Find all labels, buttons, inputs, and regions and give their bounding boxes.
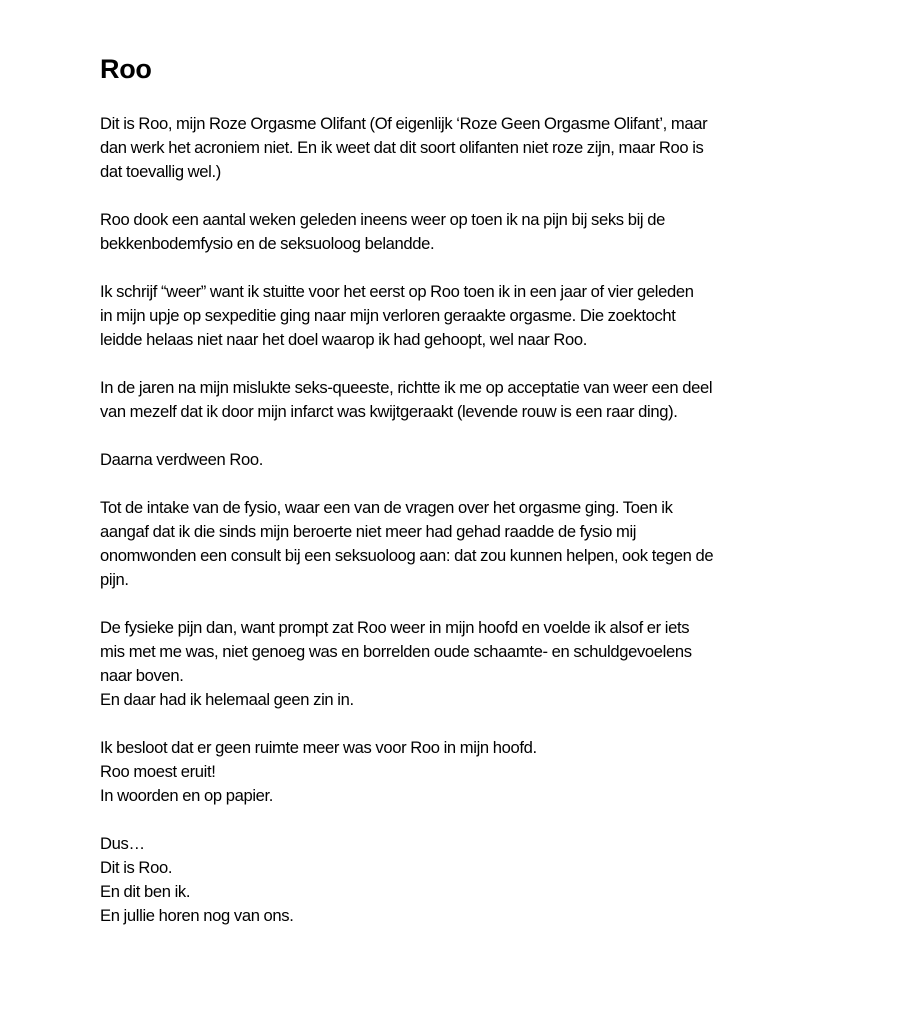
text-line: leidde helaas niet naar het doel waarop ik had gehoopt, wel naar Roo. [100,330,588,349]
text-line: Dus… [100,834,145,853]
paragraph-intro [100,112,820,184]
text-line: aangaf dat ik die sinds mijn beroerte niet meer had gehad raadde de fysio mij [100,522,637,541]
text-line: Ik besloot dat er geen ruimte meer was voor Roo in mijn hoofd. [100,738,537,757]
document-page [100,52,820,952]
text-line: Tot de intake van de fysio, waar een van de vragen over het orgasme ging. Toen ik [100,498,673,517]
text-line: dat toevallig wel.) [100,162,221,181]
paragraph-closing [100,832,820,928]
paragraph-disappeared [100,448,820,472]
text-line: pijn. [100,570,129,589]
text-line: Dit is Roo, mijn Roze Orgasme Olifant (Of eigenlijk ‘Roze Geen Orgasme Olifant’, maar [100,114,708,133]
document-title: Roo [100,54,152,84]
text-line: van mezelf dat ik door mijn infarct was kwijtgeraakt (levende rouw is een raar ding). [100,402,678,421]
paragraph-acceptance [100,376,820,424]
text-line: En daar had ik helemaal geen zin in. [100,690,354,709]
text-line: En dit ben ik. [100,882,191,901]
text-line: Daarna verdween Roo. [100,450,264,469]
text-line: Roo moest eruit! [100,762,216,781]
text-line: mis met me was, niet genoeg was en borrelden oude schaamte- en schuldgevoelens [100,642,692,661]
text-line: dan werk het acroniem niet. En ik weet dat dit soort olifanten niet roze zijn, maar Roo is [100,138,704,157]
text-line: Ik schrijf “weer” want ik stuitte voor het eerst op Roo toen ik in een jaar of vier geleden [100,282,694,301]
text-line: onomwonden een consult bij een seksuoloog aan: dat zou kunnen helpen, ook tegen de [100,546,714,565]
paragraph-return [100,208,820,256]
paragraph-first-encounter [100,280,820,352]
text-line: Roo dook een aantal weken geleden ineens weer op toen ik na pijn bij seks bij de [100,210,665,229]
text-line: in mijn upje op sexpeditie ging naar mijn verloren geraakte orgasme. Die zoektocht [100,306,676,325]
text-line: naar boven. [100,666,184,685]
paragraph-intake [100,496,820,592]
text-line: De fysieke pijn dan, want prompt zat Roo weer in mijn hoofd en voelde ik alsof er iets [100,618,690,637]
paragraph-physical-pain [100,616,820,712]
text-line: In woorden en op papier. [100,786,274,805]
paragraph-decision [100,736,820,808]
text-line: Dit is Roo. [100,858,173,877]
text-line: In de jaren na mijn mislukte seks-queeste, richtte ik me op acceptatie van weer een deel [100,378,713,397]
text-line: bekkenbodemfysio en de seksuoloog belandde. [100,234,435,253]
text-line: En jullie horen nog van ons. [100,906,294,925]
